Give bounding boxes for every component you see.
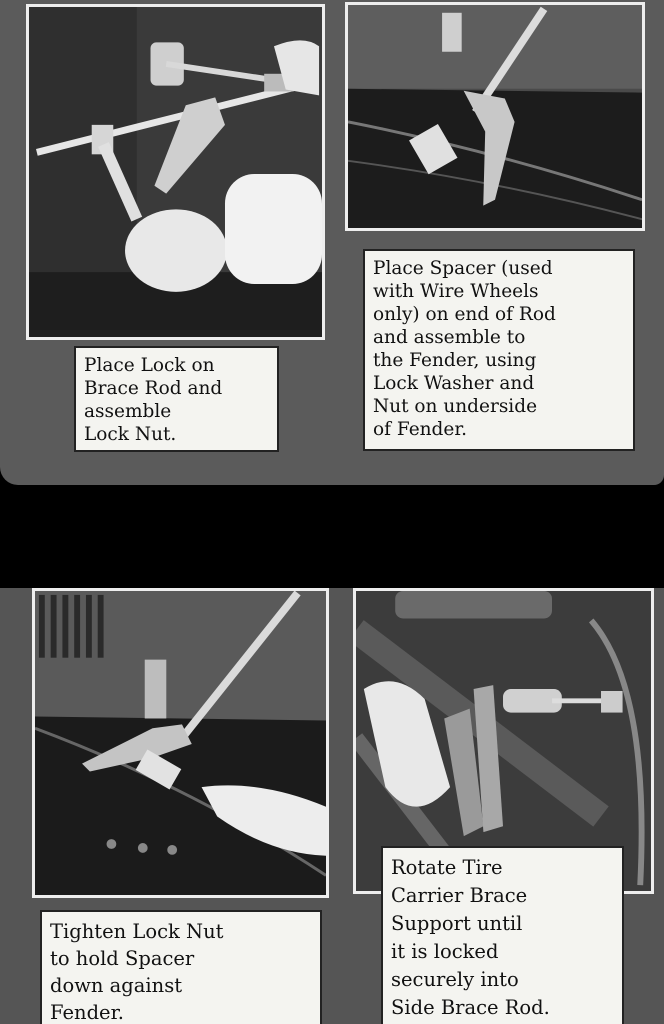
top-slide [0,0,664,485]
caption-rotate-tire-carrier: Rotate Tire Carrier Brace Support until it is locked securely into Side Brace Rod. [381,846,624,1024]
photo-spacer-on-fender [345,2,645,231]
caption-place-spacer: Place Spacer (used with Wire Wheels only) on end of Rod and assemble to the Fender, using Lock Washer and Nut on underside of Fender. [363,249,635,451]
photo-lock-on-brace-rod [26,4,325,340]
caption-place-lock: Place Lock on Brace Rod and assemble Lock Nut. [74,346,279,452]
bottom-slide [0,588,664,1024]
photo-tighten-lock-nut [32,588,329,898]
caption-tighten-lock-nut: Tighten Lock Nut to hold Spacer down against Fender. [40,910,322,1024]
